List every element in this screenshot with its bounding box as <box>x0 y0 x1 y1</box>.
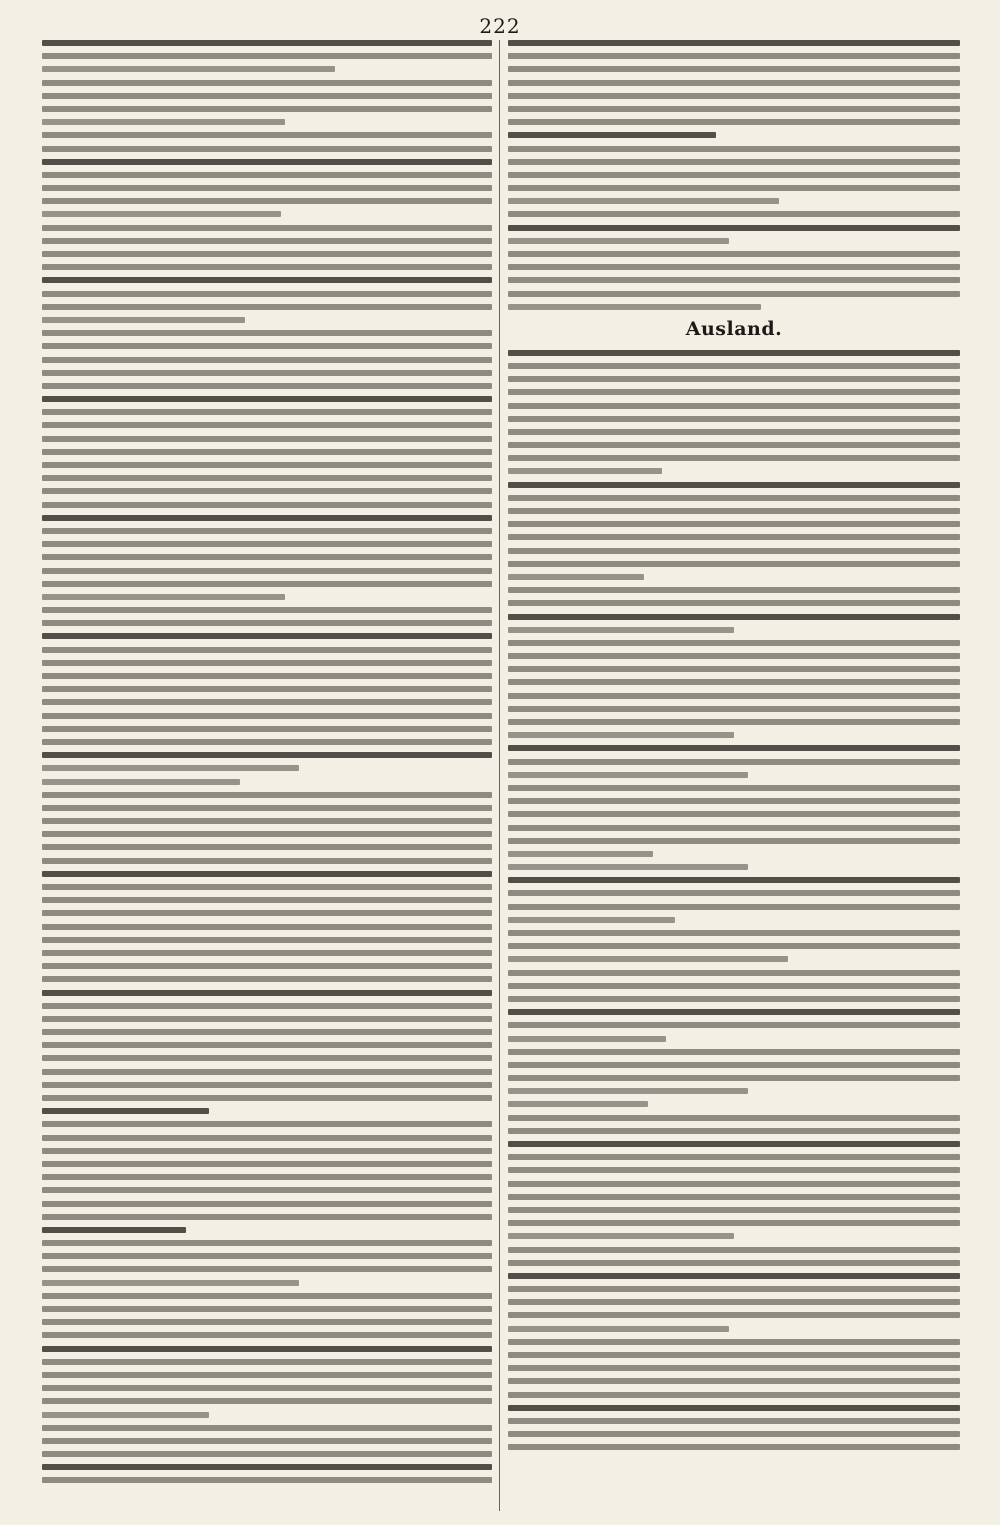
text-line <box>42 343 492 349</box>
text-line <box>508 132 716 138</box>
text-line <box>508 1167 960 1173</box>
text-line <box>42 1332 492 1338</box>
text-line <box>42 1319 492 1325</box>
text-line <box>42 699 492 705</box>
text-line <box>508 877 960 883</box>
text-line <box>42 106 492 112</box>
text-line <box>42 225 492 231</box>
text-line <box>42 1306 492 1312</box>
text-line <box>508 1115 960 1121</box>
text-line <box>42 620 492 626</box>
text-line <box>42 515 492 521</box>
text-line <box>508 983 960 989</box>
text-line <box>508 1378 960 1384</box>
text-line <box>508 1299 960 1305</box>
text-line <box>508 956 788 962</box>
text-line <box>42 647 492 653</box>
text-line <box>42 462 492 468</box>
text-line <box>42 858 492 864</box>
text-line <box>42 1174 492 1180</box>
text-line <box>508 1247 960 1253</box>
text-line <box>508 1101 648 1107</box>
text-line <box>42 765 299 771</box>
text-line <box>42 1253 492 1259</box>
text-line <box>42 80 492 86</box>
text-line <box>508 185 960 191</box>
text-line <box>42 185 492 191</box>
column-divider <box>499 40 500 1511</box>
text-line <box>42 304 492 310</box>
text-line <box>42 541 492 547</box>
text-line <box>42 317 245 323</box>
text-line <box>508 890 960 896</box>
text-line <box>508 1326 729 1332</box>
text-line <box>42 1214 492 1220</box>
text-line <box>42 132 492 138</box>
text-line <box>508 719 960 725</box>
text-line <box>508 904 960 910</box>
text-line <box>508 917 675 923</box>
text-line <box>42 1082 492 1088</box>
text-line <box>42 1280 299 1286</box>
text-line <box>508 66 960 72</box>
text-line <box>42 159 492 165</box>
text-line <box>42 291 492 297</box>
text-line <box>42 884 492 890</box>
text-line <box>508 40 960 46</box>
text-line <box>508 1128 960 1134</box>
text-line <box>42 554 492 560</box>
text-line <box>508 508 960 514</box>
text-line <box>42 238 492 244</box>
text-line <box>508 80 960 86</box>
text-line <box>42 1161 492 1167</box>
text-line <box>42 1003 492 1009</box>
text-line <box>42 633 492 639</box>
text-line <box>42 1148 492 1154</box>
text-line <box>42 1266 492 1272</box>
text-line <box>508 1431 960 1437</box>
text-line <box>508 706 960 712</box>
text-line <box>42 1201 492 1207</box>
text-line <box>42 963 492 969</box>
text-line <box>42 1029 492 1035</box>
text-line <box>42 1135 492 1141</box>
text-line <box>508 1312 960 1318</box>
text-line <box>42 370 492 376</box>
text-line <box>508 1009 960 1015</box>
text-line <box>508 1444 960 1450</box>
text-line <box>42 488 492 494</box>
text-line <box>508 745 960 751</box>
text-line <box>42 277 492 283</box>
text-line <box>508 653 960 659</box>
text-line <box>42 844 492 850</box>
text-line <box>508 376 960 382</box>
text-line <box>508 403 960 409</box>
text-line <box>508 864 748 870</box>
text-line <box>42 449 492 455</box>
text-line <box>508 416 960 422</box>
text-line <box>508 468 662 474</box>
text-line <box>508 600 960 606</box>
text-line <box>42 1372 492 1378</box>
text-line <box>508 495 960 501</box>
text-line <box>42 66 335 72</box>
text-line <box>42 831 492 837</box>
text-line <box>508 772 748 778</box>
text-line <box>42 1425 492 1431</box>
text-line <box>508 1088 748 1094</box>
text-line <box>508 198 779 204</box>
text-line <box>508 1418 960 1424</box>
text-line <box>42 1464 492 1470</box>
text-line <box>42 976 492 982</box>
text-line <box>508 587 960 593</box>
text-line <box>42 937 492 943</box>
text-line <box>508 1049 960 1055</box>
text-line <box>42 1042 492 1048</box>
text-line <box>42 910 492 916</box>
text-line <box>42 436 492 442</box>
text-line <box>42 422 492 428</box>
text-line <box>42 897 492 903</box>
text-line <box>42 950 492 956</box>
text-line <box>508 1075 960 1081</box>
section-heading-ausland: Ausland. <box>685 317 783 340</box>
text-line <box>42 1187 492 1193</box>
text-line <box>508 1365 960 1371</box>
text-line <box>508 798 960 804</box>
text-line <box>508 455 960 461</box>
text-line <box>42 383 492 389</box>
text-line <box>508 172 960 178</box>
text-line <box>508 389 960 395</box>
text-line <box>508 106 960 112</box>
text-line <box>42 528 492 534</box>
text-line <box>508 429 960 435</box>
text-line <box>42 792 492 798</box>
text-line <box>42 581 492 587</box>
text-line <box>508 291 960 297</box>
text-line <box>42 1095 492 1101</box>
right-text-column <box>508 40 960 1513</box>
page-number: 222 <box>479 14 521 38</box>
text-line <box>42 726 492 732</box>
text-line <box>42 1293 492 1299</box>
text-line <box>42 1121 492 1127</box>
text-line <box>42 805 492 811</box>
text-line <box>508 574 644 580</box>
text-line <box>508 225 960 231</box>
text-line <box>508 264 960 270</box>
text-line <box>42 1108 209 1114</box>
text-line <box>42 1451 492 1457</box>
text-line <box>42 93 492 99</box>
left-text-column <box>42 40 492 1513</box>
text-line <box>42 686 492 692</box>
text-line <box>42 251 492 257</box>
text-line <box>508 277 960 283</box>
text-line <box>508 1194 960 1200</box>
text-line <box>508 521 960 527</box>
text-line <box>508 1036 666 1042</box>
text-line <box>42 990 492 996</box>
text-line <box>42 739 492 745</box>
text-line <box>508 119 960 125</box>
text-line <box>508 1181 960 1187</box>
text-line <box>508 732 734 738</box>
text-line <box>42 1412 209 1418</box>
text-line <box>508 146 960 152</box>
text-line <box>42 211 281 217</box>
text-line <box>508 640 960 646</box>
text-line <box>508 53 960 59</box>
text-line <box>508 930 960 936</box>
text-line <box>508 825 960 831</box>
text-line <box>508 614 960 620</box>
text-line <box>508 1062 960 1068</box>
text-line <box>508 211 960 217</box>
text-line <box>42 53 492 59</box>
text-line <box>42 502 492 508</box>
text-line <box>42 198 492 204</box>
text-line <box>508 679 960 685</box>
text-line <box>42 1398 492 1404</box>
text-line <box>42 264 492 270</box>
text-line <box>508 943 960 949</box>
text-line <box>42 660 492 666</box>
text-line <box>42 607 492 613</box>
text-line <box>508 1141 960 1147</box>
text-line <box>42 594 285 600</box>
text-line <box>42 396 492 402</box>
text-line <box>42 330 492 336</box>
text-line <box>508 1260 960 1266</box>
text-line <box>508 1220 960 1226</box>
text-line <box>42 1385 492 1391</box>
text-line <box>42 146 492 152</box>
text-line <box>42 779 240 785</box>
text-line <box>508 159 960 165</box>
text-line <box>508 93 960 99</box>
text-line <box>42 119 285 125</box>
text-line <box>42 1069 492 1075</box>
text-line <box>42 1359 492 1365</box>
text-line <box>42 818 492 824</box>
text-line <box>508 759 960 765</box>
text-line <box>508 482 960 488</box>
text-line <box>508 561 960 567</box>
text-line <box>508 251 960 257</box>
text-line <box>508 363 960 369</box>
text-line <box>508 666 960 672</box>
text-line <box>42 1227 186 1233</box>
text-line <box>508 1022 960 1028</box>
text-line <box>508 1154 960 1160</box>
text-line <box>508 851 653 857</box>
text-line <box>42 673 492 679</box>
text-line <box>42 568 492 574</box>
text-line <box>42 40 492 46</box>
text-line <box>42 1438 492 1444</box>
text-line <box>42 409 492 415</box>
text-line <box>508 548 960 554</box>
text-line <box>508 350 960 356</box>
text-line <box>42 924 492 930</box>
text-line <box>508 1339 960 1345</box>
text-line <box>508 1352 960 1358</box>
text-line <box>508 442 960 448</box>
text-line <box>42 871 492 877</box>
text-line <box>508 1233 734 1239</box>
text-line <box>508 627 734 633</box>
text-line <box>508 1405 960 1411</box>
text-line <box>508 838 960 844</box>
text-line <box>508 811 960 817</box>
text-line <box>508 693 960 699</box>
text-line <box>508 785 960 791</box>
text-line <box>508 304 761 310</box>
text-line <box>42 1346 492 1352</box>
text-line <box>42 357 492 363</box>
text-line <box>508 996 960 1002</box>
text-line <box>508 970 960 976</box>
text-line <box>508 238 729 244</box>
text-line <box>508 1207 960 1213</box>
text-line <box>508 534 960 540</box>
text-line <box>42 713 492 719</box>
text-line <box>508 1392 960 1398</box>
text-line <box>42 752 492 758</box>
text-line <box>42 1477 492 1483</box>
text-line <box>508 1286 960 1292</box>
text-line <box>508 1273 960 1279</box>
text-line <box>42 1240 492 1246</box>
text-line <box>42 475 492 481</box>
text-line <box>42 1016 492 1022</box>
text-line <box>42 172 492 178</box>
text-line <box>42 1055 492 1061</box>
